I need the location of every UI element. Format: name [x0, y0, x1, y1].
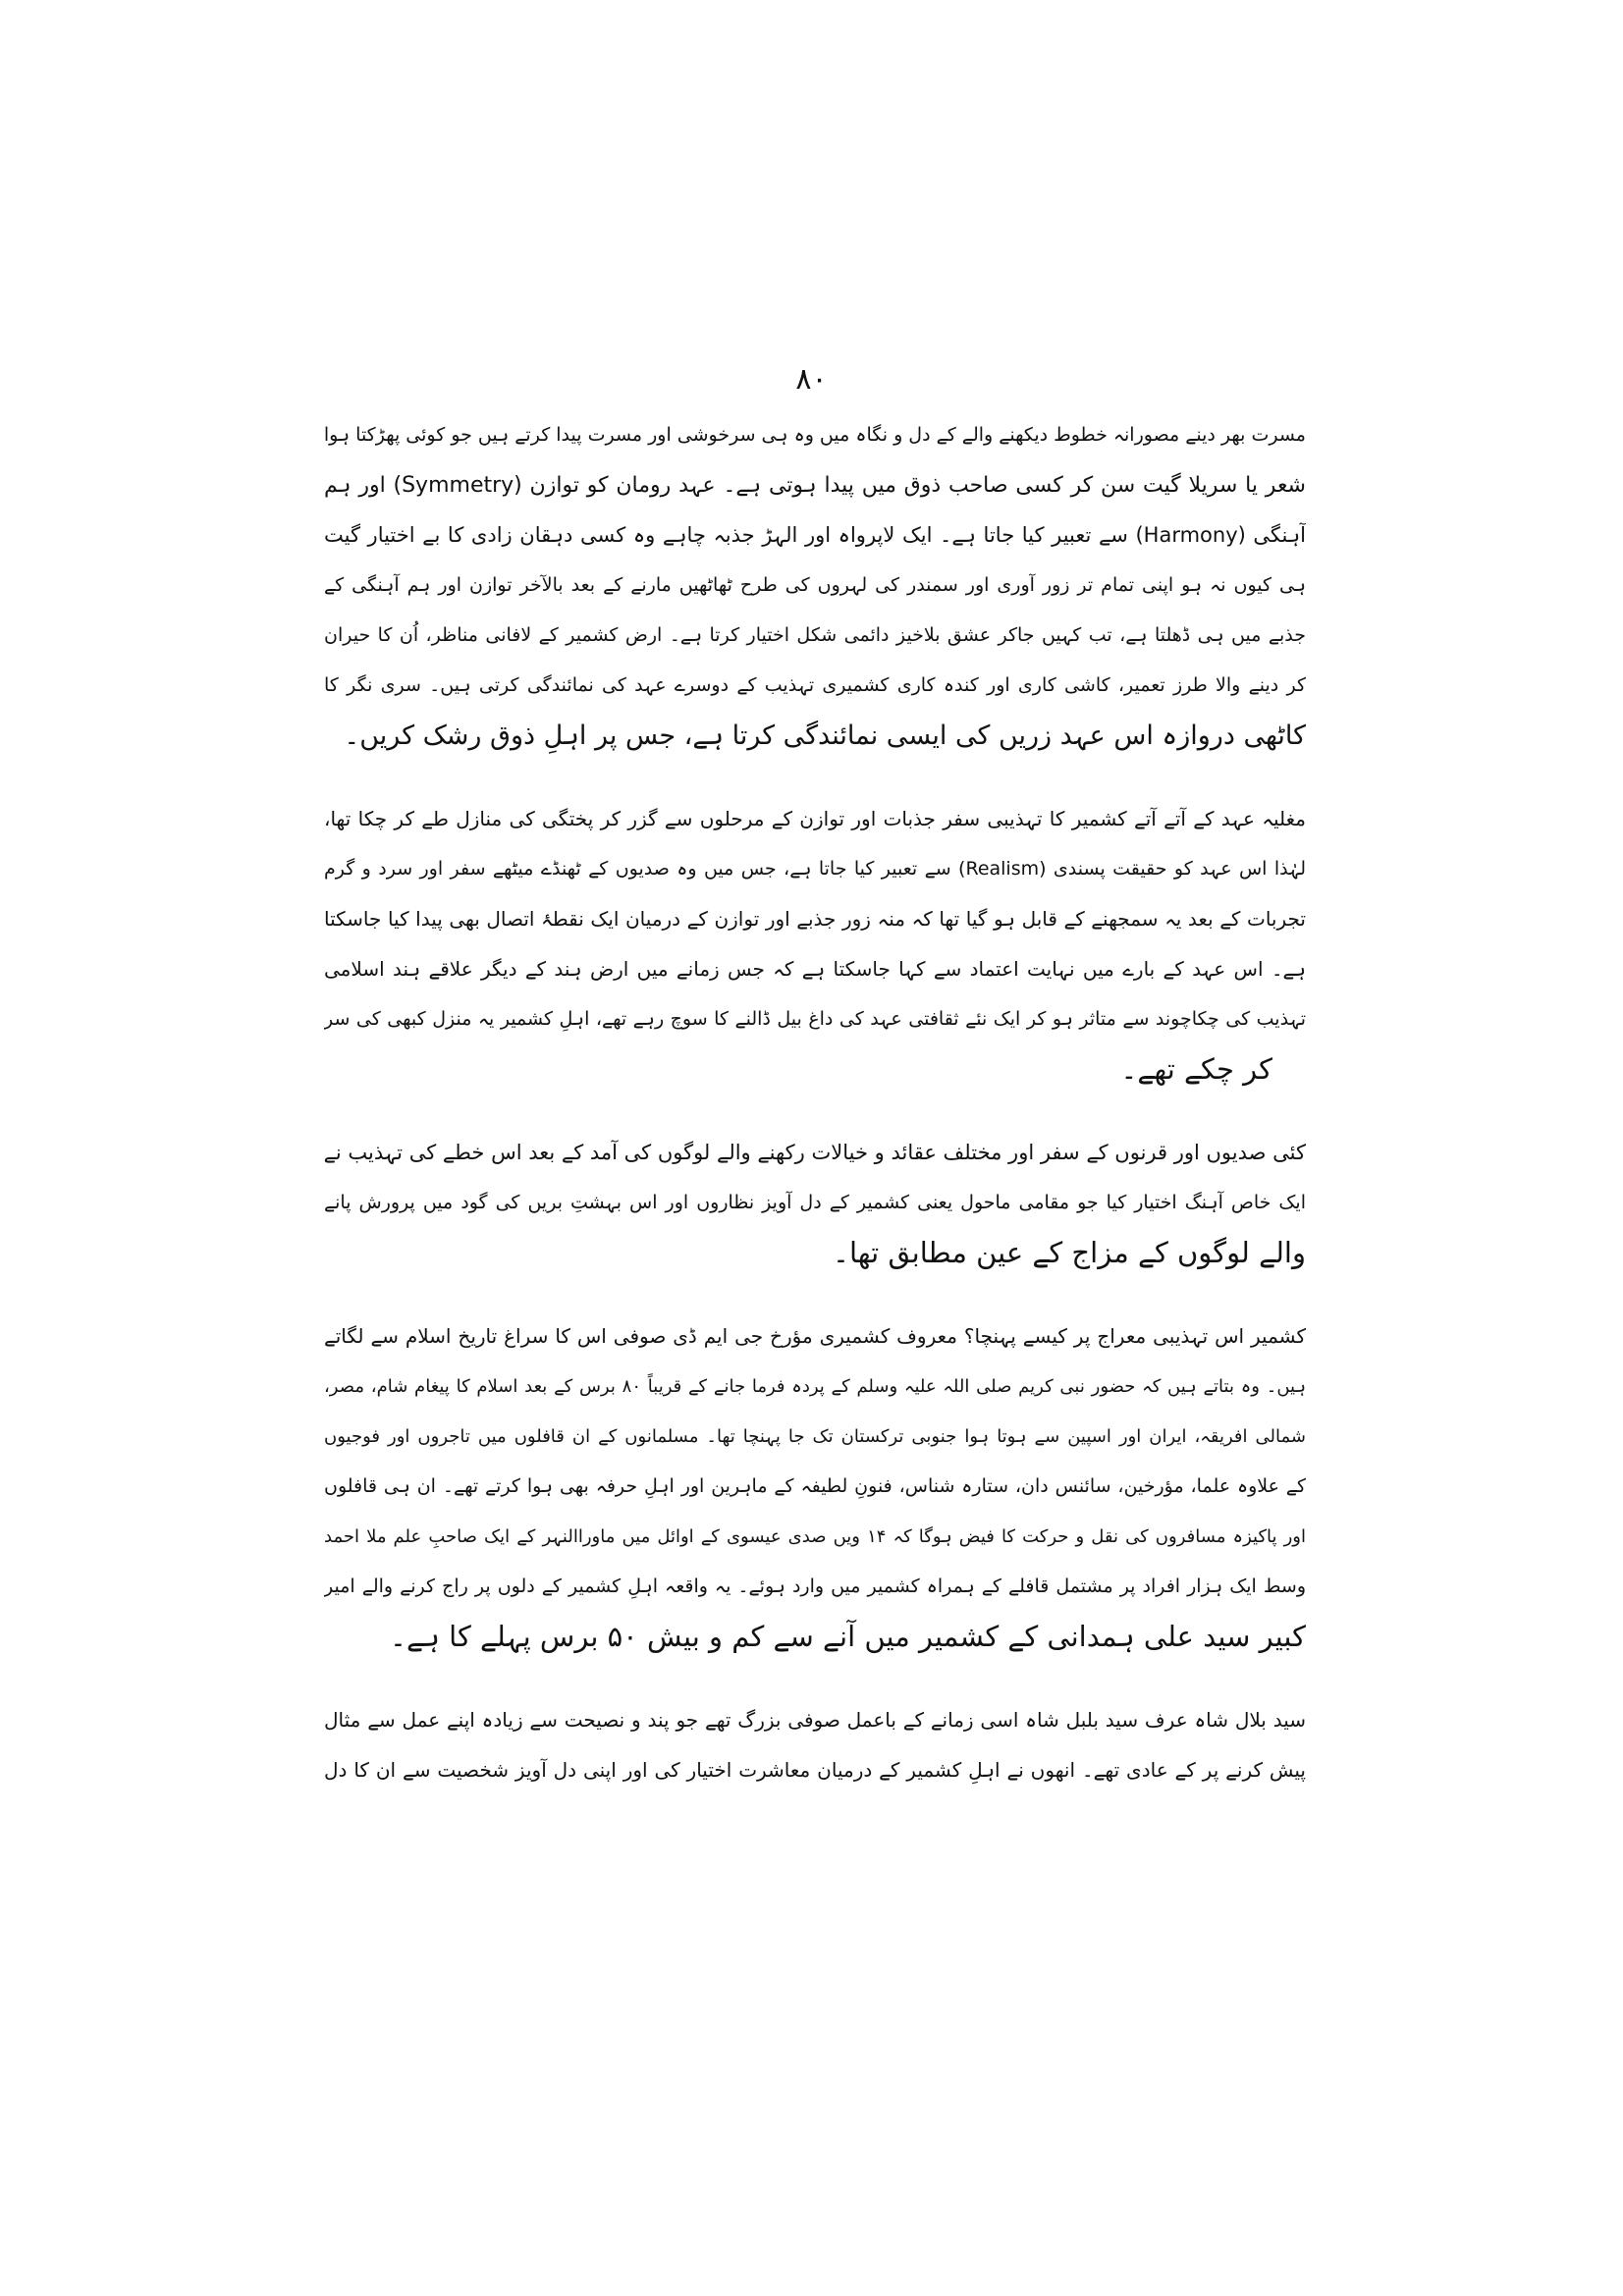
- text-line: والے لوگوں کے مزاج کے عین مطابق تھا۔: [832, 1236, 1306, 1269]
- paragraph-3: [324, 1128, 1306, 1278]
- text-line: لہٰذا اس عہد کو حقیقت پسندی (Realism) سے تعبیر کیا جاتا ہے، جس میں وہ صدیوں کے ٹھنڈے میٹھے سفر اور سرد و گرم: [324, 858, 1306, 880]
- text-line: ہے۔ اس عہد کے بارے میں نہایت اعتماد سے کہا جاسکتا ہے کہ جس زمانے میں ارض ہند کے دیگر علاقے ہند اسلامی: [324, 957, 1306, 981]
- text-line: شعر یا سریلا گیت سن کر کسی صاحب ذوق میں پیدا ہوتی ہے۔ عہد رومان کو توازن (Symmetry) اور ہم: [324, 473, 1306, 498]
- text-line: ہیں۔ وہ بتاتے ہیں کہ حضور نبی کریم صلی اللہ علیہ وسلم کے پردہ فرما جانے کے قریباً ۸۰ برس کے بعد اسلام کا پیغام شام، مصر،: [324, 1376, 1306, 1397]
- text-line: تہذیب کی چکاچوند سے متاثر ہو کر ایک نئے ثقافتی عہد کی داغ بیل ڈالنے کا سوچ رہے تھے، اہلِ کشمیر یہ منزل کبھی کی سر: [324, 1008, 1306, 1030]
- text-line: ایک خاص آہنگ اختیار کیا جو مقامی ماحول یعنی کشمیر کے دل آویز نظاروں اور اس بہشتِ بریں کی گود میں پرورش پانے: [324, 1192, 1306, 1213]
- text-line: کئی صدیوں اور قرنوں کے سفر اور مختلف عقائد و خیالات رکھنے والے لوگوں کی آمد کے بعد اس خطے کی تہذیب نے: [324, 1141, 1306, 1164]
- text-line: آہنگی (Harmony) سے تعبیر کیا جاتا ہے۔ ایک لاپرواہ اور الہڑ جذبہ چاہے وہ کسی دہقان زادی کا بے اختیار گیت: [324, 523, 1306, 547]
- text-line: کاٹھی دروازہ اس عہد زریں کی ایسی نمائندگی کرتا ہے، جس پر اہلِ ذوق رشک کریں۔: [344, 721, 1306, 751]
- body-text: [324, 410, 1306, 1829]
- text-line: تجربات کے بعد یہ سمجھنے کے قابل ہو گیا تھا کہ منہ زور جذبے اور توازن کے درمیان ایک نقطۂ اتصال بھی پیدا کیا جاسکتا: [324, 907, 1306, 931]
- text-line: مسرت بھر دینے مصورانہ خطوط دیکھنے والے کے دل و نگاہ میں وہ ہی سرخوشی اور مسرت پیدا کرتے ہیں جو کوئی پھڑکتا ہوا: [324, 424, 1306, 446]
- text-line: سید بلال شاہ عرف سید بلبل شاہ اسی زمانے کے باعمل صوفی بزرگ تھے جو پند و نصیحت سے زیادہ اپنے عمل سے مثال: [324, 1708, 1306, 1732]
- text-line: اور پاکیزہ مسافروں کی نقل و حرکت کا فیض ہوگا کہ ۱۴ ویں صدی عیسوی کے اوائل میں ماوراالنہر کے ایک صاحبِ علم ملا احمد: [324, 1526, 1306, 1547]
- paragraph-5: [324, 1695, 1306, 1795]
- text-line: ہی کیوں نہ ہو اپنی تمام تر زور آوری اور سمندر کی لہروں کی طرح ٹھاٹھیں مارنے کے بعد بالآخر توازن اور ہم آہنگی کے: [324, 574, 1306, 596]
- text-line: شمالی افریقہ، ایران اور اسپین سے ہوتا ہوا جنوبی ترکستان تک جا پہنچا تھا۔ مسلمانوں کے ان قافلوں میں تاجروں اور فوجیوں: [324, 1426, 1306, 1447]
- text-line: کے علاوہ علما، مؤرخین، سائنس دان، ستارہ شناس، فنونِ لطیفہ کے ماہرین اور اہلِ حرفہ بھی ہوا کرتے تھے۔ ان ہی قافلوں: [324, 1475, 1306, 1497]
- paragraph-4: [324, 1311, 1306, 1662]
- text-line: کشمیر اس تہذیبی معراج پر کیسے پہنچا؟ معروف کشمیری مؤرخ جی ایم ڈی صوفی اس کا سراغ تاریخ اسلام سے لگاتے: [324, 1324, 1306, 1348]
- text-line: مغلیہ عہد کے آتے آتے کشمیر کا تہذیبی سفر جذبات اور توازن کے مرحلوں سے گزر کر پختگی کی منازل طے کر چکا تھا،: [324, 807, 1306, 830]
- paragraph-1: [324, 410, 1306, 761]
- text-line: کبیر سید علی ہمدانی کے کشمیر میں آنے سے کم و بیش ۵۰ برس پہلے کا ہے۔: [389, 1620, 1306, 1653]
- paragraph-2: [324, 794, 1306, 1095]
- text-line: وسط ایک ہزار افراد پر مشتمل قافلے کے ہمراہ کشمیر میں وارد ہوئے۔ یہ واقعہ اہلِ کشمیر کے دلوں پر راج کرنے والے امیر: [324, 1575, 1306, 1597]
- text-line: کر دینے والا طرز تعمیر، کاشی کاری اور کندہ کاری کشمیری تہذیب کے دوسرے عہد کی نمائندگی کرتی ہیں۔ سری نگر کا: [324, 674, 1306, 696]
- page-number: ۸۰: [795, 362, 828, 397]
- text-line: پیش کرنے پر کے عادی تھے۔ انھوں نے اہلِ کشمیر کے درمیان معاشرت اختیار کی اور اپنی دل آویز شخصیت سے ان کا دل: [324, 1758, 1306, 1782]
- text-line: کر چکے تھے۔: [1120, 1052, 1272, 1086]
- text-line: جذبے میں ہی ڈھلتا ہے، تب کہیں جاکر عشق بلاخیز دائمی شکل اختیار کرتا ہے۔ ارض کشمیر کے لافانی مناظر، اُن کا حیران: [324, 624, 1306, 646]
